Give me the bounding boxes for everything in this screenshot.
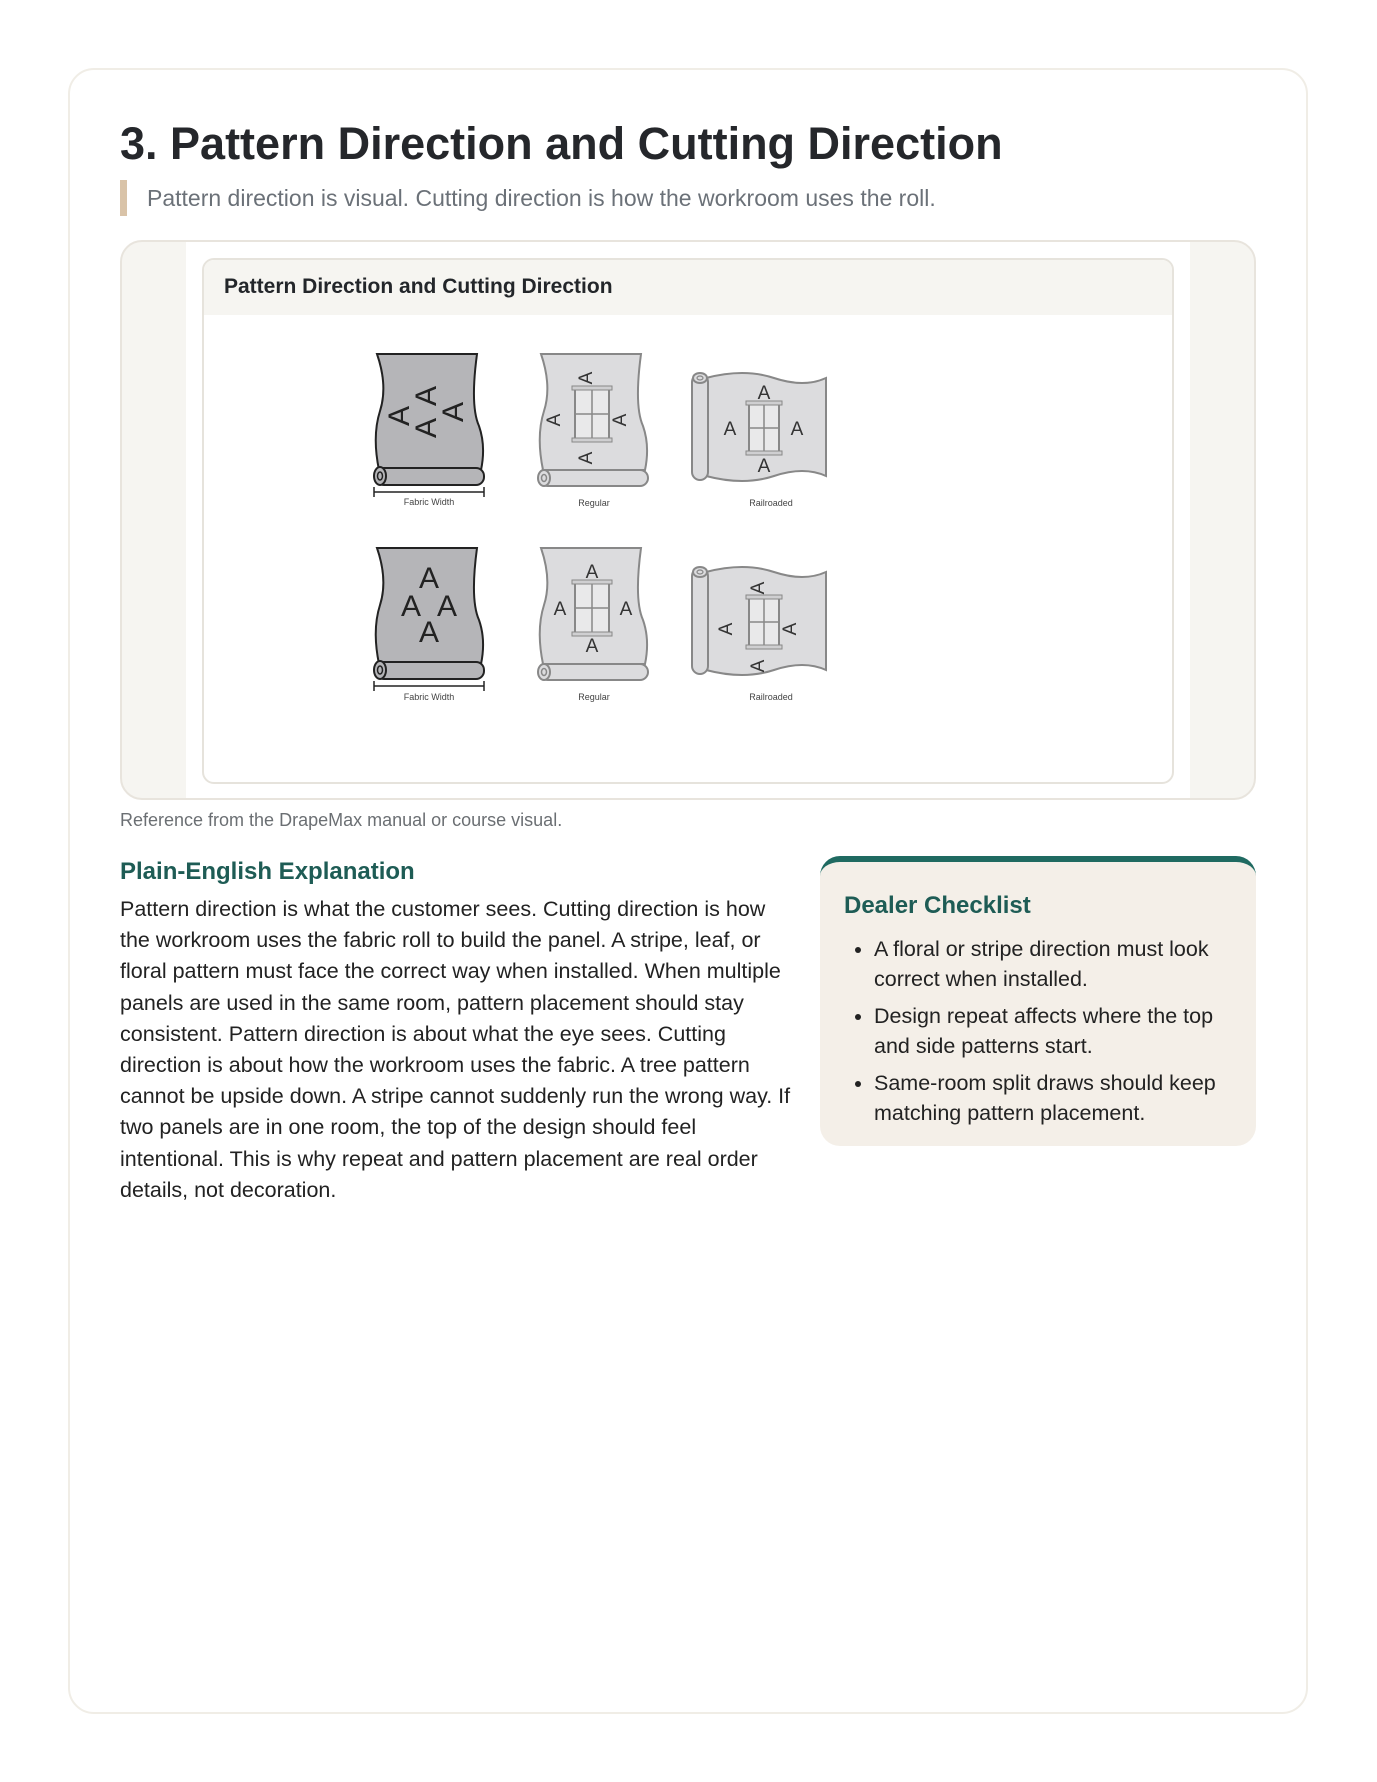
pattern-letter: A [757, 456, 771, 477]
pattern-letter: A [576, 451, 597, 465]
pattern-letter: A [418, 616, 440, 649]
figure-card [202, 258, 1174, 784]
explanation-body: Pattern direction is what the customer sees. Cutting direction is how the workroom uses the fabric roll to build the panel. A stripe, leaf, or floral pattern must face the correct way when installed. When multiple panels are used in the same room, pattern placement should stay consistent. Pattern direction is about what the eye sees. Cutting direction is about how the workroom uses the fabric. A tree pattern cannot be upside down. A stripe cannot suddenly run the wrong way. If two panels are in one room, the top of the design should feel intentional. This is why repeat and pattern placement are real order details, not decoration. [120, 897, 791, 1202]
pattern-letter: A [400, 590, 422, 623]
pattern-letter: A [757, 383, 771, 404]
panel-regular-rotated [538, 354, 648, 508]
figure-image [186, 242, 1190, 800]
pattern-letter: A [585, 636, 599, 657]
figure-caption: Reference from the DrapeMax manual or course visual. [120, 810, 563, 830]
checklist-list [844, 934, 1240, 1135]
pattern-letter: A [790, 419, 804, 440]
pattern-letter: A [619, 599, 633, 620]
page-title: 3. Pattern Direction and Cutting Direction [120, 118, 1003, 169]
pattern-letter: A [436, 590, 458, 623]
explanation-heading: Plain-English Explanation [120, 858, 415, 885]
checklist-item: • Design repeat affects where the top and side patterns start. [874, 1001, 1240, 1061]
pattern-letter: A [410, 417, 443, 439]
pattern-letter: A [585, 562, 599, 583]
figure-frame [120, 240, 1256, 800]
pattern-letter: A [610, 413, 631, 427]
figure-card-header [204, 260, 1172, 315]
page-subtitle: Pattern direction is visual. Cutting direction is how the workroom uses the roll. [120, 180, 1120, 216]
pattern-letter: A [576, 371, 597, 385]
dealer-checklist [820, 856, 1256, 1146]
pattern-letter: A [748, 581, 769, 595]
panel-label: Fabric Width [403, 497, 455, 507]
panel-label: Railroaded [749, 692, 793, 702]
panel-label: Regular [578, 498, 610, 508]
panel-fabric-width-rotated [374, 354, 484, 507]
pattern-letter: A [383, 405, 416, 427]
pattern-letter: A [437, 401, 470, 423]
pattern-letter: A [716, 622, 737, 636]
pattern-letter: A [748, 659, 769, 673]
panel-label: Regular [578, 692, 610, 702]
checklist-title: Dealer Checklist [844, 892, 1031, 919]
panel-label: Railroaded [749, 498, 793, 508]
panel-label: Fabric Width [403, 692, 455, 702]
pattern-letter: A [410, 385, 443, 407]
figure-card-title: Pattern Direction and Cutting Direction [224, 275, 613, 298]
panel-railroaded-upright [692, 373, 826, 508]
pattern-letter: A [418, 562, 440, 595]
panel-railroaded-rotated [692, 567, 826, 702]
pattern-letter: A [723, 419, 737, 440]
panel-fabric-width-upright [374, 548, 484, 702]
pattern-letter: A [553, 599, 567, 620]
pattern-direction-diagram [204, 316, 1174, 784]
panel-regular-upright [538, 548, 648, 702]
document-page [68, 68, 1308, 1714]
checklist-item: • Same-room split draws should keep matching pattern placement. [874, 1068, 1240, 1128]
pattern-letter: A [780, 622, 801, 636]
checklist-item: • A floral or stripe direction must look correct when installed. [874, 934, 1240, 994]
pattern-letter: A [544, 413, 565, 427]
